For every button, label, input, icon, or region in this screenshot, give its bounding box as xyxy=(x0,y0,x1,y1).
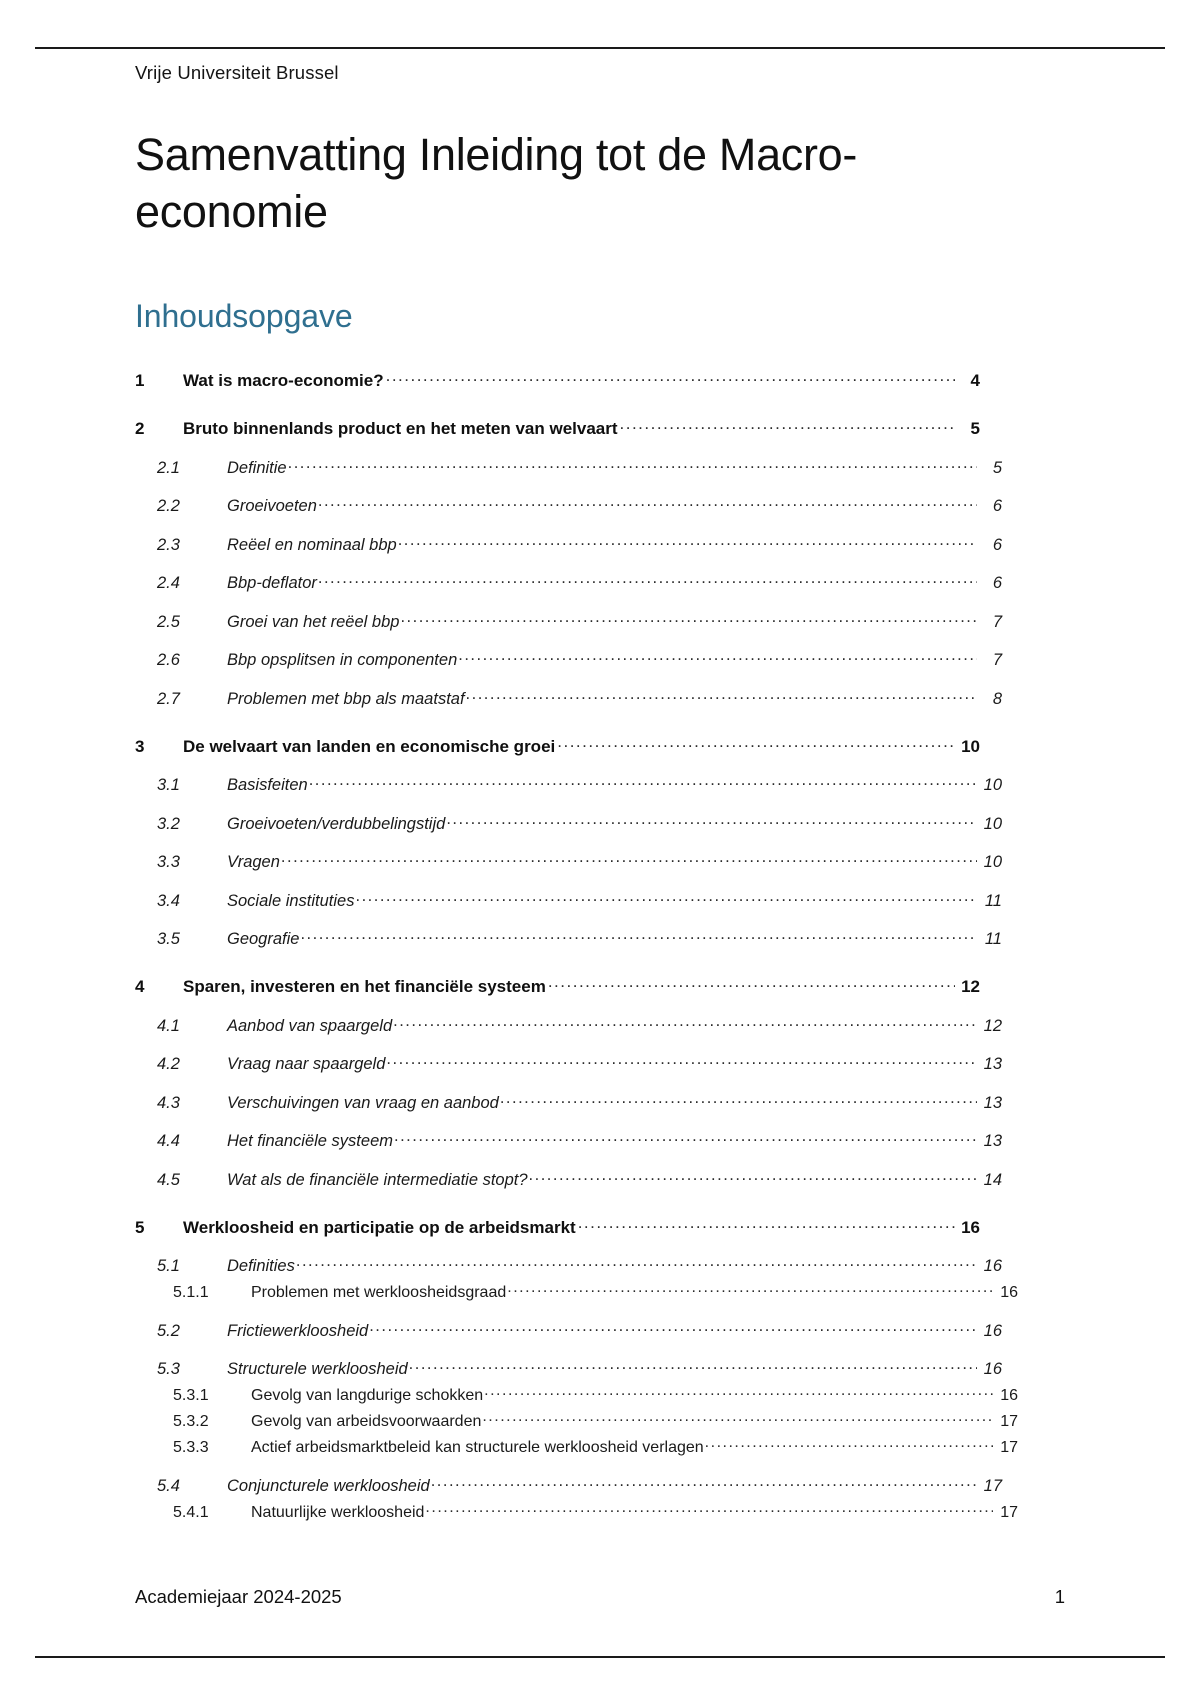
toc-entry-3-4[interactable] xyxy=(135,889,1002,911)
toc-entry-number: 3.1 xyxy=(157,776,180,795)
toc-entry-number: 5.1.1 xyxy=(173,1284,209,1302)
toc-leader-dots xyxy=(386,369,955,386)
toc-entry-title: Problemen met werkloosheidsgraad xyxy=(251,1284,507,1302)
toc-entry-number: 4.4 xyxy=(157,1132,180,1151)
toc-entry-page: 16 xyxy=(1000,1387,1018,1405)
toc-entry-number: 5.2 xyxy=(157,1321,180,1340)
toc-entry-page: 6 xyxy=(992,535,1002,554)
toc-leader-dots xyxy=(309,774,977,791)
toc-entry-title: Definities xyxy=(227,1257,295,1276)
toc-entry-4-1[interactable] xyxy=(135,1014,1002,1036)
toc-entry-title: Gevolg van arbeidsvoorwaarden xyxy=(251,1413,482,1431)
toc-entry-page: 17 xyxy=(983,1476,1002,1495)
toc-heading: Inhoudsopgave xyxy=(135,298,353,335)
toc-entry-title: Problemen met bbp als maatstaf xyxy=(227,689,465,708)
toc-entry-1[interactable] xyxy=(135,369,980,391)
toc-entry-title: Sparen, investeren en het financiële systeem xyxy=(183,977,546,997)
toc-entry-5-3-1[interactable] xyxy=(135,1384,1018,1405)
toc-leader-dots xyxy=(578,1216,955,1233)
toc-entry-page: 8 xyxy=(992,689,1002,708)
toc-entry-number: 3.5 xyxy=(157,930,180,949)
page-content xyxy=(135,62,1018,1522)
toc-entry-title: Wat is macro-economie? xyxy=(183,371,384,391)
toc-entry-title: Bruto binnenlands product en het meten van welvaart xyxy=(183,419,618,439)
toc-entry-page: 14 xyxy=(983,1170,1002,1189)
toc-entry-3[interactable] xyxy=(135,735,980,757)
toc-entry-number: 4.3 xyxy=(157,1093,180,1112)
toc-entry-number: 4.1 xyxy=(157,1016,180,1035)
toc-entry-page: 7 xyxy=(992,651,1002,670)
toc-entry-title: Basisfeiten xyxy=(227,776,308,795)
toc-entry-number: 3.2 xyxy=(157,814,180,833)
toc-entry-page: 10 xyxy=(961,736,980,756)
toc-leader-dots xyxy=(458,649,977,666)
toc-entry-title: Verschuivingen van vraag en aanbod xyxy=(227,1093,499,1112)
toc-leader-dots xyxy=(705,1436,993,1452)
toc-leader-dots xyxy=(386,1053,977,1070)
toc-entry-number: 3.4 xyxy=(157,891,180,910)
toc-leader-dots xyxy=(466,687,977,704)
toc-entry-page: 7 xyxy=(992,612,1002,631)
toc-entry-page: 17 xyxy=(1000,1503,1018,1521)
toc-entry-title: Werkloosheid en participatie op de arbeidsmarkt xyxy=(183,1217,576,1237)
toc-entry-number: 2.3 xyxy=(157,535,180,554)
toc-entry-5-3-2[interactable] xyxy=(135,1410,1018,1431)
toc-entry-title: Wat als de financiële intermediatie stopt? xyxy=(227,1170,528,1189)
page-footer xyxy=(135,1586,1065,1608)
toc-entry-page: 16 xyxy=(1000,1284,1018,1302)
toc-leader-dots xyxy=(281,851,977,868)
toc-entry-5[interactable] xyxy=(135,1216,980,1238)
toc-leader-dots xyxy=(482,1410,993,1426)
toc-entry-number: 2.5 xyxy=(157,612,180,631)
toc-entry-number: 5.3.3 xyxy=(173,1439,209,1457)
toc-leader-dots xyxy=(409,1358,977,1375)
toc-entry-2[interactable] xyxy=(135,417,980,439)
header-rule xyxy=(35,47,1165,49)
toc-entry-number: 2 xyxy=(135,419,145,439)
toc-entry-2-1[interactable] xyxy=(135,456,1002,478)
toc-entry-page: 13 xyxy=(983,1132,1002,1151)
toc-entry-number: 4.2 xyxy=(157,1055,180,1074)
toc-entry-page: 11 xyxy=(984,891,1002,910)
toc-entry-title: Definitie xyxy=(227,458,287,477)
toc-entry-page: 10 xyxy=(983,853,1002,872)
toc-entry-number: 3.3 xyxy=(157,853,180,872)
toc-leader-dots xyxy=(398,533,977,550)
toc-leader-dots xyxy=(484,1384,993,1400)
page-title: Samenvatting Inleiding tot de Macro-economie xyxy=(135,129,858,238)
toc-entry-page: 17 xyxy=(1000,1413,1018,1431)
toc-entry-title: Het financiële systeem xyxy=(227,1132,393,1151)
toc-entry-number: 5 xyxy=(135,1217,145,1237)
toc-entry-5-3-3[interactable] xyxy=(135,1436,1018,1457)
toc-entry-3-1[interactable] xyxy=(135,774,1002,796)
toc-leader-dots xyxy=(500,1091,977,1108)
toc-entry-page: 6 xyxy=(992,574,1002,593)
toc-entry-2-2[interactable] xyxy=(135,495,1002,517)
footer-rule xyxy=(35,1656,1165,1658)
toc-entry-number: 5.3 xyxy=(157,1360,180,1379)
toc-entry-page: 5 xyxy=(970,419,980,439)
toc-entry-2-7[interactable] xyxy=(135,687,1002,709)
toc-entry-title: De welvaart van landen en economische groei xyxy=(183,736,556,756)
toc-entry-2-5[interactable] xyxy=(135,610,1002,632)
toc-entry-page: 6 xyxy=(992,497,1002,516)
toc-entry-title: Reëel en nominaal bbp xyxy=(227,535,397,554)
toc-entry-title: Sociale instituties xyxy=(227,891,355,910)
toc-entry-5-1-1[interactable] xyxy=(135,1281,1018,1302)
toc-entry-title: Groei van het reëel bbp xyxy=(227,612,400,631)
toc-entry-4-2[interactable] xyxy=(135,1053,1002,1075)
toc-leader-dots xyxy=(529,1168,977,1185)
toc-leader-dots xyxy=(318,495,977,512)
toc-entry-page: 17 xyxy=(1000,1439,1018,1457)
footer-academic-year: Academiejaar 2024-2025 xyxy=(135,1586,342,1607)
toc-entry-title: Bbp opsplitsen in componenten xyxy=(227,651,458,670)
toc-entry-page: 12 xyxy=(983,1016,1002,1035)
toc-entry-number: 5.4 xyxy=(157,1476,180,1495)
toc-leader-dots xyxy=(557,735,955,752)
toc-entry-5-4-1[interactable] xyxy=(135,1501,1018,1522)
toc-entry-page: 16 xyxy=(961,1217,980,1237)
toc-leader-dots xyxy=(300,928,977,945)
toc-entry-number: 2.1 xyxy=(157,458,180,477)
table-of-contents xyxy=(135,369,1018,1522)
toc-entry-title: Frictiewerkloosheid xyxy=(227,1321,369,1340)
toc-entry-2-6[interactable] xyxy=(135,649,1002,671)
toc-entry-5-1[interactable] xyxy=(135,1255,1002,1277)
toc-entry-4[interactable] xyxy=(135,975,980,997)
toc-leader-dots xyxy=(507,1281,993,1297)
toc-entry-number: 4.5 xyxy=(157,1170,180,1189)
affiliation: Vrije Universiteit Brussel xyxy=(135,62,339,83)
toc-entry-number: 1 xyxy=(135,371,145,391)
toc-entry-title: Actief arbeidsmarktbeleid kan structurele werkloosheid verlagen xyxy=(251,1439,704,1457)
toc-entry-title: Vraag naar spaargeld xyxy=(227,1055,386,1074)
toc-entry-2-4[interactable] xyxy=(135,572,1002,594)
toc-leader-dots xyxy=(288,456,977,473)
toc-entry-page: 5 xyxy=(992,458,1002,477)
toc-entry-page: 12 xyxy=(961,977,980,997)
toc-entry-3-2[interactable] xyxy=(135,812,1002,834)
toc-entry-title: Aanbod van spaargeld xyxy=(227,1016,393,1035)
toc-entry-title: Vragen xyxy=(227,853,280,872)
toc-entry-title: Geografie xyxy=(227,930,300,949)
toc-entry-title: Groeivoeten xyxy=(227,497,317,516)
toc-entry-title: Structurele werkloosheid xyxy=(227,1360,408,1379)
toc-leader-dots xyxy=(400,610,977,627)
toc-entry-page: 13 xyxy=(983,1093,1002,1112)
toc-entry-2-3[interactable] xyxy=(135,533,1002,555)
toc-leader-dots xyxy=(446,812,977,829)
toc-entry-number: 5.3.2 xyxy=(173,1413,209,1431)
toc-entry-page: 10 xyxy=(983,776,1002,795)
toc-entry-number: 5.1 xyxy=(157,1257,180,1276)
toc-entry-page: 10 xyxy=(983,814,1002,833)
toc-entry-title: Natuurlijke werkloosheid xyxy=(251,1503,425,1521)
toc-entry-3-3[interactable] xyxy=(135,851,1002,873)
toc-leader-dots xyxy=(393,1014,977,1031)
toc-leader-dots xyxy=(425,1501,993,1517)
toc-entry-4-4[interactable] xyxy=(135,1130,1002,1152)
toc-leader-dots xyxy=(355,889,977,906)
toc-entry-5-3[interactable] xyxy=(135,1358,1002,1380)
toc-entry-title: Conjuncturele werkloosheid xyxy=(227,1476,430,1495)
toc-entry-number: 3 xyxy=(135,736,145,756)
toc-entry-page: 11 xyxy=(984,930,1002,949)
toc-entry-number: 5.3.1 xyxy=(173,1387,209,1405)
toc-entry-title: Groeivoeten/verdubbelingstijd xyxy=(227,814,446,833)
toc-entry-4-3[interactable] xyxy=(135,1091,1002,1113)
toc-entry-page: 4 xyxy=(970,371,980,391)
toc-entry-page: 13 xyxy=(983,1055,1002,1074)
toc-entry-5-4[interactable] xyxy=(135,1474,1002,1496)
toc-leader-dots xyxy=(369,1319,977,1336)
toc-entry-4-5[interactable] xyxy=(135,1168,1002,1190)
toc-entry-3-5[interactable] xyxy=(135,928,1002,950)
toc-entry-page: 16 xyxy=(983,1321,1002,1340)
toc-leader-dots xyxy=(548,975,955,992)
toc-leader-dots xyxy=(296,1255,977,1272)
toc-entry-number: 2.2 xyxy=(157,497,180,516)
toc-leader-dots xyxy=(318,572,977,589)
toc-entry-number: 5.4.1 xyxy=(173,1503,209,1521)
toc-leader-dots xyxy=(431,1474,977,1491)
toc-entry-title: Bbp-deflator xyxy=(227,574,317,593)
toc-leader-dots xyxy=(394,1130,977,1147)
toc-leader-dots xyxy=(620,417,955,434)
toc-entry-number: 2.4 xyxy=(157,574,180,593)
footer-page-number: 1 xyxy=(1054,1586,1065,1607)
toc-entry-number: 2.6 xyxy=(157,651,180,670)
toc-entry-page: 16 xyxy=(983,1360,1002,1379)
toc-entry-5-2[interactable] xyxy=(135,1319,1002,1341)
toc-entry-title: Gevolg van langdurige schokken xyxy=(251,1387,484,1405)
toc-entry-number: 2.7 xyxy=(157,689,180,708)
toc-entry-page: 16 xyxy=(983,1257,1002,1276)
toc-entry-number: 4 xyxy=(135,977,145,997)
